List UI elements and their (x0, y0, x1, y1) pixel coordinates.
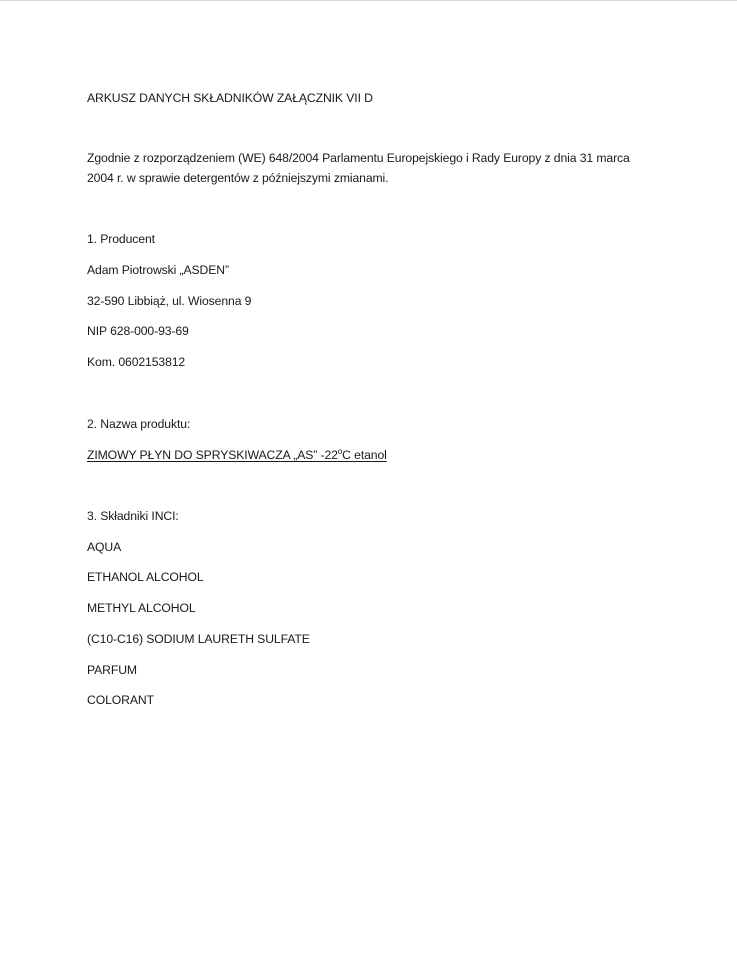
section-ingredients-heading: 3. Składniki INCI: (87, 509, 179, 523)
producer-name: Adam Piotrowski „ASDEN” (87, 263, 229, 277)
ingredient-item: COLORANT (87, 693, 154, 707)
section-producer-heading: 1. Producent (87, 232, 155, 246)
producer-phone: Kom. 0602153812 (87, 355, 186, 369)
intro-paragraph: Zgodnie z rozporządzeniem (WE) 648/2004 Parlamentu Europejskiego i Rady Europy z dnia 31 marca 2004 r. w sprawie detergentów z późniejszymi zmianami. (87, 151, 630, 185)
product-name (87, 447, 387, 463)
producer-address: 32-590 Libbiąż, ul. Wiosenna 9 (87, 294, 252, 308)
product-name-main: ZIMOWY PŁYN DO SPRYSKIWACZA „AS” -22 (87, 448, 338, 462)
document-title: ARKUSZ DANYCH SKŁADNIKÓW ZAŁĄCZNIK VII D (87, 91, 373, 105)
ingredient-item: AQUA (87, 540, 122, 554)
product-name-suffix: C etanol (342, 448, 387, 462)
page-top-border (0, 0, 737, 1)
ingredient-item: ETHANOL ALCOHOL (87, 570, 204, 584)
ingredient-item: (C10-C16) SODIUM LAURETH SULFATE (87, 632, 310, 646)
producer-nip: NIP 628-000-93-69 (87, 324, 189, 338)
degree-symbol: o (337, 447, 343, 456)
ingredient-item: METHYL ALCOHOL (87, 601, 196, 615)
section-product-heading: 2. Nazwa produktu: (87, 417, 191, 431)
ingredient-item: PARFUM (87, 663, 137, 677)
